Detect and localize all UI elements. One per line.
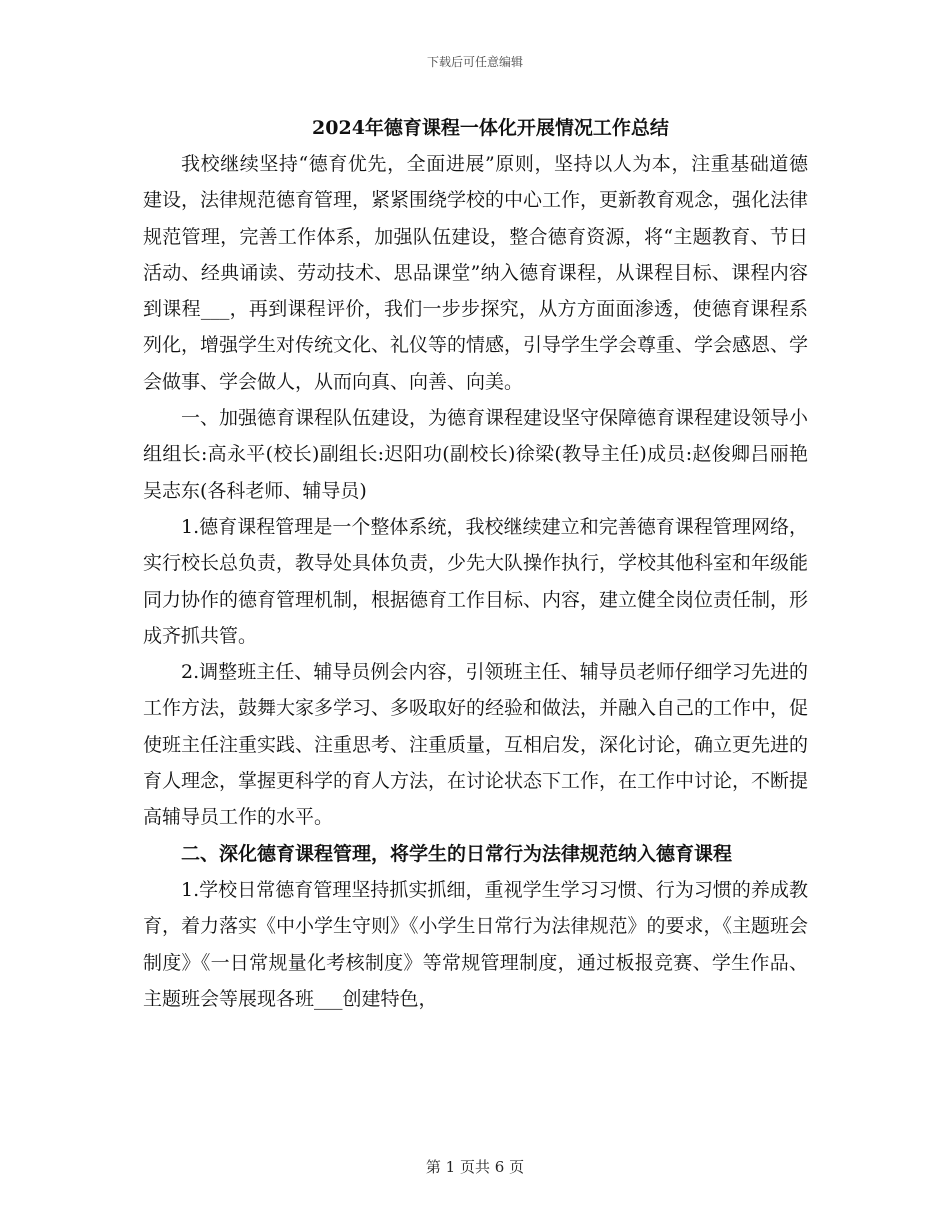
paragraph-item-2-1: 1.学校日常德育管理坚持抓实抓细，重视学生学习习惯、行为习惯的养成教育，着力落实《中小学生守则》《小学生日常行为法律规范》的要求，《主题班会制度》《一日常规量化考核制度》等常规管理制度，通过板报竞赛、学生作品、主题班会等展现各班___创建特色， [143, 878, 809, 1010]
paragraph-intro: 我校继续坚持“德育优先，全面进展”原则，坚持以人为本，注重基础道德建设，法律规范德育管理，紧紧围绕学校的中心工作，更新教育观念，强化法律规范管理，完善工作体系，加强队伍建设，整合德育资源，将“主题教育、节日活动、经典诵读、劳动技术、思品课堂”纳入德育课程，从课程目标、课程内容到课程___，再到课程评价，我们一步步探究，从方方面面渗透，使德育课程系列化，增强学生对传统文化、礼仪等的情感，引导学生学会尊重、学会感恩、学会做事、学会做人，从而向真、向善、向美。 [143, 153, 809, 393]
section-heading-2: 二、深化德育课程管理，将学生的日常行为法律规范纳入德育课程 [181, 842, 733, 865]
paragraph-item-1-2: 2.调整班主任、辅导员例会内容，引领班主任、辅导员老师仔细学习先进的工作方法，鼓舞大家多学习、多吸取好的经验和做法，并融入自己的工作中，促使班主任注重实践、注重思考、注重质量，互相启发，深化讨论，确立更先进的育人理念，掌握更科学的育人方法，在讨论状态下工作，在工作中讨论，不断提高辅导员工作的水平。 [143, 661, 809, 829]
document-body [143, 110, 808, 1017]
paragraph-item-1-1: 1.德育课程管理是一个整体系统，我校继续建立和完善德育课程管理网络，实行校长总负责，教导处具体负责，少先大队操作执行，学校其他科室和年级能同力协作的德育管理机制，根据德育工作目标、内容，建立健全岗位责任制，形成齐抓共管。 [143, 515, 809, 647]
paragraph-section-1: 一、加强德育课程队伍建设，为德育课程建设坚守保障德育课程建设领导小组组长:高永平(校长)副组长:迟阳功(副校长)徐梁(教导主任)成员:赵俊卿吕丽艳吴志东(各科老师、辅导员) [143, 407, 809, 502]
header-note: 下载后可任意编辑 [426, 55, 523, 69]
document-title: 2024年德育课程一体化开展情况工作总结 [312, 117, 669, 139]
page-number: 第 1 页共 6 页 [425, 1158, 525, 1176]
